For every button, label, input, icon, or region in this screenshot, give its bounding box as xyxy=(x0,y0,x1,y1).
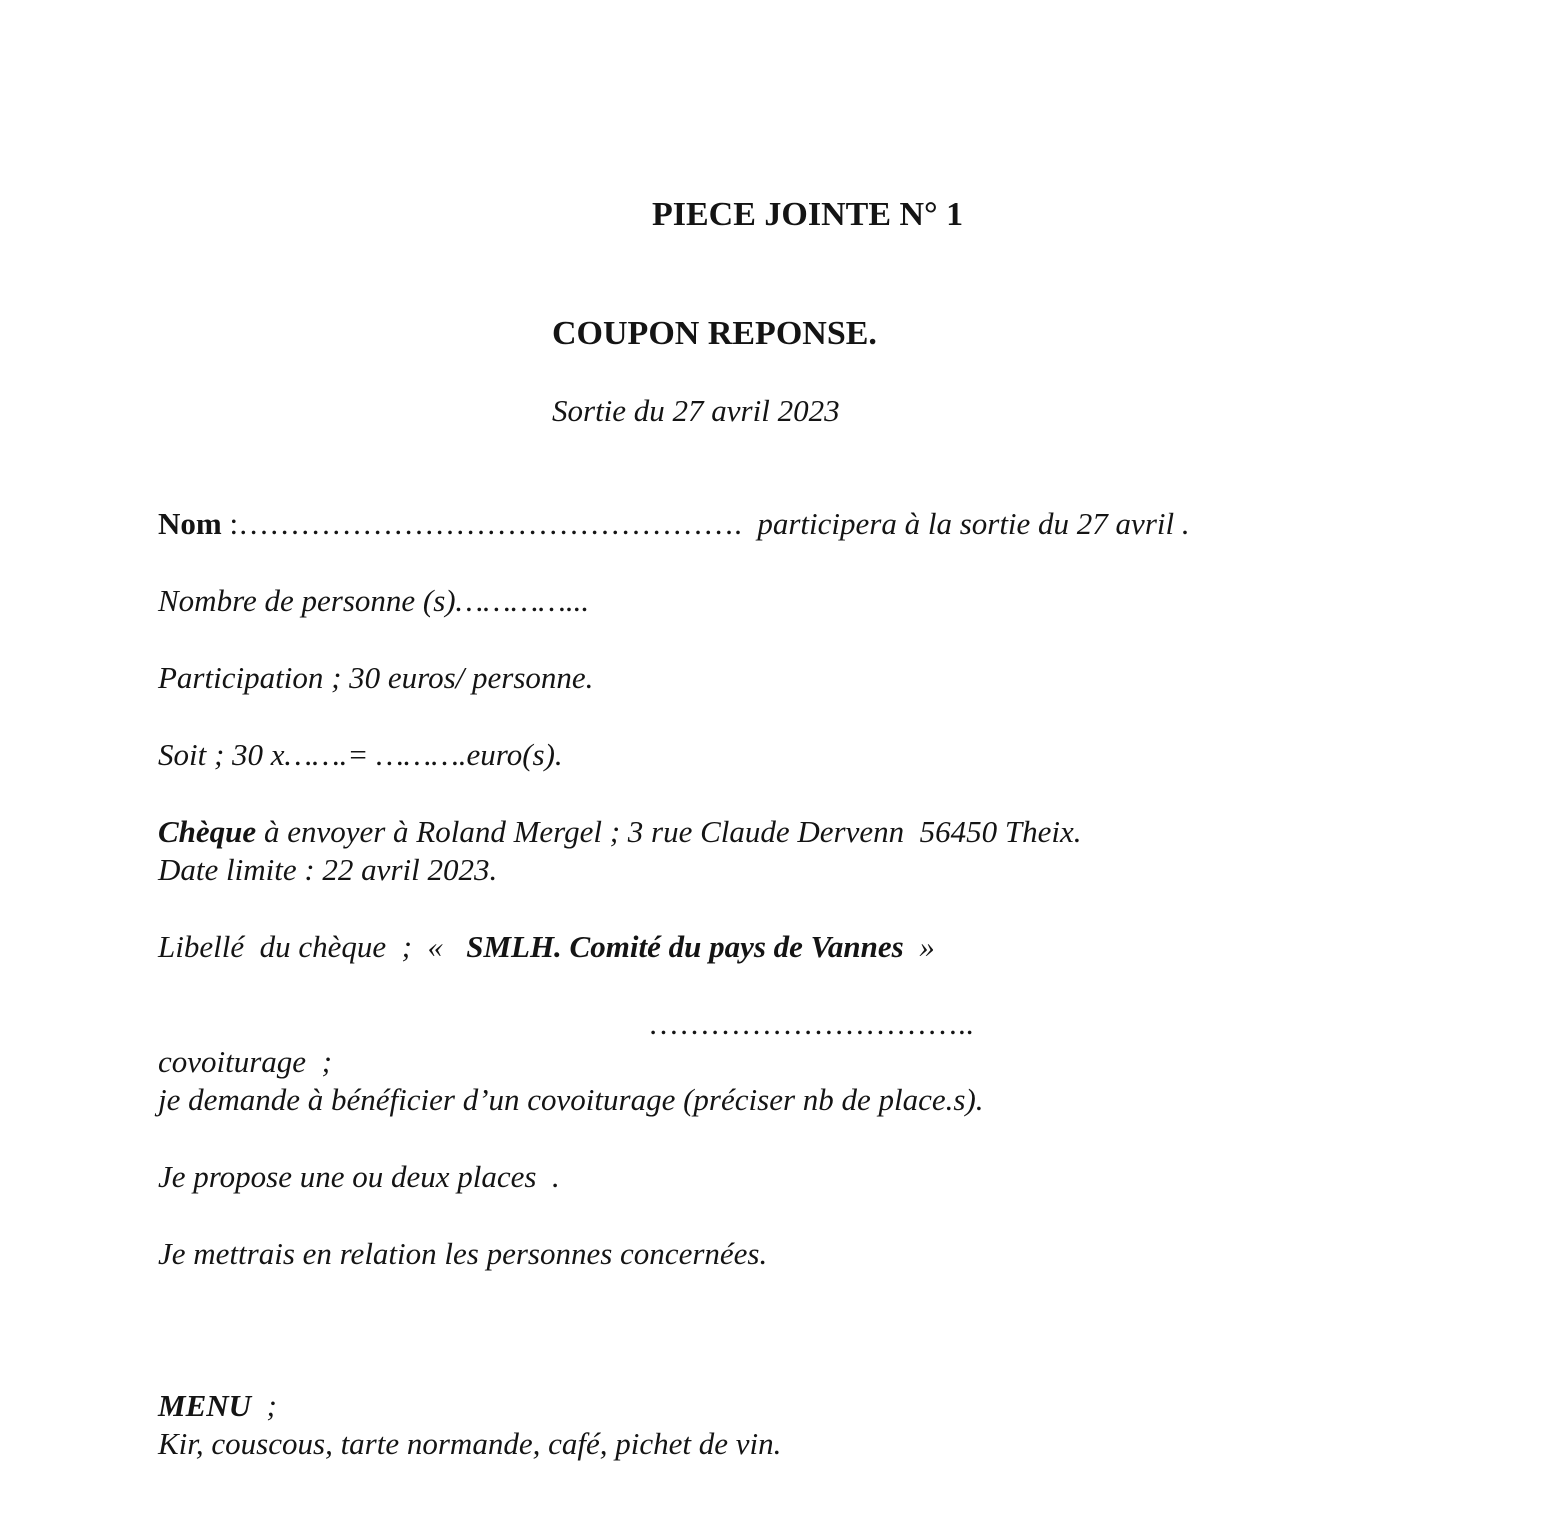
dotted-fill-field: ………………………….. xyxy=(648,1006,974,1041)
carpool-connect-line: Je mettrais en relation les personnes concernées. xyxy=(158,1236,768,1271)
name-line xyxy=(158,505,1512,543)
carpool-offer-line: Je propose une ou deux places . xyxy=(158,1159,560,1194)
cheque-line xyxy=(158,813,1512,851)
cheque-label: Chèque xyxy=(158,814,257,849)
name-dots-field: :…………………………………………. xyxy=(221,506,742,541)
participation-line: Participation ; 30 euros/ personne. xyxy=(158,660,594,695)
name-label: Nom xyxy=(158,506,222,541)
number-of-persons-line: Nombre de personne (s)…………... xyxy=(158,583,590,618)
cheque-payee-line xyxy=(158,928,1512,966)
deadline-line: Date limite : 22 avril 2023. xyxy=(158,852,498,887)
menu-label: MENU xyxy=(158,1388,252,1423)
carpool-request-line: je demande à bénéficier d’un covoiturage (préciser nb de place.s). xyxy=(158,1082,984,1117)
carpool-heading: covoiturage ; xyxy=(158,1044,332,1079)
cheque-address: à envoyer à Roland Mergel ; 3 rue Claude Dervenn 56450 Theix. xyxy=(256,814,1082,849)
menu-items-line: Kir, couscous, tarte normande, café, pichet de vin. xyxy=(158,1426,782,1461)
total-amount-line: Soit ; 30 x…….= ……….euro(s). xyxy=(158,737,563,772)
attachment-title: PIECE JOINTE N° 1 xyxy=(652,196,964,233)
event-date: Sortie du 27 avril 2023 xyxy=(552,393,840,428)
menu-label-suffix: ; xyxy=(251,1388,277,1423)
payee-prefix: Libellé du chèque ; « xyxy=(158,929,467,964)
payee-suffix: » xyxy=(903,929,935,964)
menu-heading-line xyxy=(158,1387,1512,1425)
coupon-title: COUPON REPONSE. xyxy=(552,315,877,352)
payee-name: SMLH. Comité du pays de Vannes xyxy=(466,929,904,964)
name-line-suffix: participera à la sortie du 27 avril . xyxy=(741,506,1190,541)
